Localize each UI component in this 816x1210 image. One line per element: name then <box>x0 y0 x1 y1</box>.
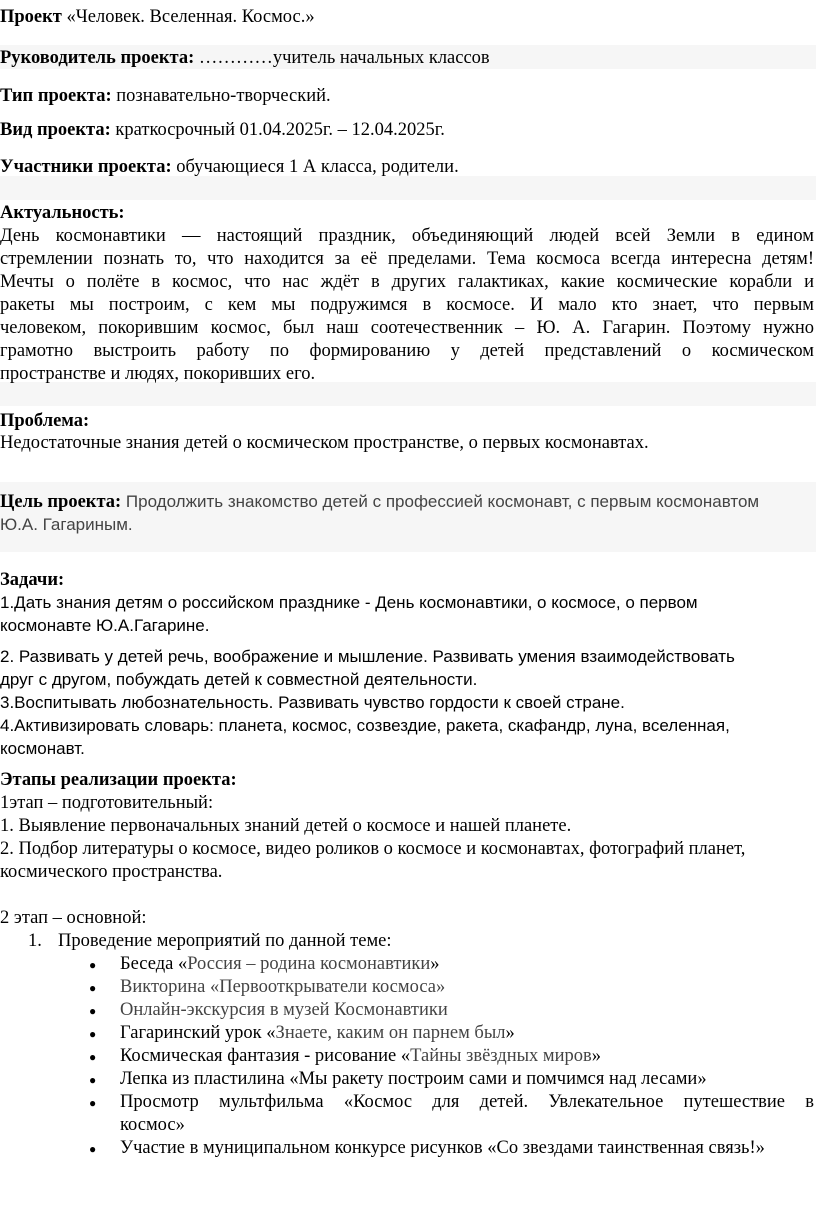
bullet-icon: ● <box>89 1073 97 1087</box>
bullet-icon: ● <box>89 1142 97 1156</box>
kind-label: Вид проекта: <box>0 120 111 140</box>
type-line <box>0 84 331 108</box>
project-value: «Человек. Вселенная. Космос.» <box>61 7 315 27</box>
stage1-line: космического пространства. <box>0 862 223 882</box>
relevance-line: грамотно выстроить работу по формированию у детей представлений о космическом <box>0 341 814 361</box>
bullet-icon: ● <box>89 981 97 995</box>
bullet-icon: ● <box>89 958 97 972</box>
bullet-item-cont: космос» <box>120 1115 185 1135</box>
bullet-text-gray: Знаете, каким он парнем был <box>275 1023 506 1043</box>
bullet-icon: ● <box>89 1096 97 1110</box>
relevance-line: стремлении познать то, что находится за её пределами. Тема космоса всегда интересна детям! <box>0 249 814 269</box>
shaded-band <box>0 176 816 200</box>
bullet-item: Онлайн-экскурсия в музей Космонавтики <box>120 1000 448 1020</box>
goal-text: Продолжить знакомство детей с профессией космонавт, с первым космонавтом <box>121 492 760 511</box>
task-line: 3.Воспитывать любознательность. Развивать чувство гордости к своей стране. <box>0 693 625 712</box>
participants-value: обучающиеся 1 А класса, родители. <box>171 157 459 177</box>
bullet-item: Викторина «Первооткрыватели космоса» <box>120 977 446 997</box>
stages-heading: Этапы реализации проекта: <box>0 770 237 790</box>
stage1-title: 1этап – подготовительный: <box>0 793 214 813</box>
leader-label: Руководитель проекта: <box>0 48 195 68</box>
bullet-text: Гагаринский урок « <box>120 1023 276 1043</box>
stage2-item-text: Проведение мероприятий по данной теме: <box>58 931 392 951</box>
participants-line <box>0 155 459 179</box>
project-title-line <box>0 5 315 29</box>
bullet-text-gray: Тайны звёздных миров <box>410 1046 592 1066</box>
leader-line <box>0 46 490 70</box>
stage2-item-number: 1. <box>28 931 42 951</box>
problem-heading: Проблема: <box>0 411 90 431</box>
relevance-line: Мечты о полёте в космос, что нас ждёт в других галактиках, какие космические корабли и <box>0 272 814 292</box>
relevance-heading: Актуальность: <box>0 203 125 223</box>
project-label: Проект <box>0 7 62 27</box>
bullet-text-gray: Россия – родина космонавтики <box>187 954 431 974</box>
type-label: Тип проекта: <box>0 86 112 106</box>
bullet-icon: ● <box>89 1004 97 1018</box>
stage1-line: 1. Выявление первоначальных знаний детей о космосе и нашей планете. <box>0 816 572 836</box>
task-line: космонавте Ю.А.Гагарине. <box>0 616 210 635</box>
goal-label: Цель проекта: <box>0 492 122 512</box>
kind-value: краткосрочный 01.04.2025г. – 12.04.2025г. <box>110 120 445 140</box>
leader-value: …………учитель начальных классов <box>194 48 490 68</box>
bullet-item: Лепка из пластилина «Мы ракету построим сами и помчимся над лесами» <box>120 1069 707 1089</box>
goal-line <box>0 490 759 514</box>
participants-label: Участники проекта: <box>0 157 172 177</box>
task-line: 2. Развивать у детей речь, воображение и мышление. Развивать умения взаимодействовать <box>0 647 735 666</box>
bullet-item: Просмотр мультфильма «Космос для детей. Увлекательное путешествие в <box>120 1092 814 1112</box>
bullet-text: Беседа « <box>120 954 188 974</box>
bullet-item: Участие в муниципальном конкурсе рисунков «Со звездами таинственная связь!» <box>120 1138 765 1158</box>
relevance-line: День космонавтики — настоящий праздник, объединяющий людей всей Земли в едином <box>0 226 814 246</box>
bullet-icon: ● <box>89 1027 97 1041</box>
bullet-text: » <box>430 954 440 974</box>
type-value: познавательно-творческий. <box>111 86 331 106</box>
task-line: 4.Активизировать словарь: планета, космос, созвездие, ракета, скафандр, луна, вселенная, <box>0 716 730 735</box>
bullet-text: » <box>591 1046 601 1066</box>
relevance-line: пространстве и людях, покоривших его. <box>0 364 316 384</box>
bullet-item <box>120 1044 601 1068</box>
relevance-line: человеком, покорившим космос, был наш соотечественник – Ю. А. Гагарин. Поэтому нужно <box>0 318 814 338</box>
task-line: 1.Дать знания детям о российском празднике - День космонавтики, о космосе, о первом <box>0 593 698 612</box>
bullet-text: » <box>505 1023 515 1043</box>
bullet-text: Космическая фантазия - рисование « <box>120 1046 411 1066</box>
task-line: космонавт. <box>0 739 85 758</box>
stage2-title: 2 этап – основной: <box>0 908 147 928</box>
bullet-item <box>120 1021 515 1045</box>
bullet-item <box>120 952 440 976</box>
problem-text: Недостаточные знания детей о космическом пространстве, о первых космонавтах. <box>0 433 649 453</box>
tasks-heading: Задачи: <box>0 570 65 590</box>
task-line: друг с другом, побуждать детей к совместной деятельности. <box>0 670 478 689</box>
relevance-line: ракеты мы построим, с кем мы подружимся в космосе. И мало кто знает, что первым <box>0 295 814 315</box>
goal-text-cont: Ю.А. Гагариным. <box>0 515 133 534</box>
bullet-icon: ● <box>89 1050 97 1064</box>
kind-line <box>0 118 445 142</box>
stage1-line: 2. Подбор литературы о космосе, видео роликов о космосе и космонавтах, фотографий планет, <box>0 839 746 859</box>
